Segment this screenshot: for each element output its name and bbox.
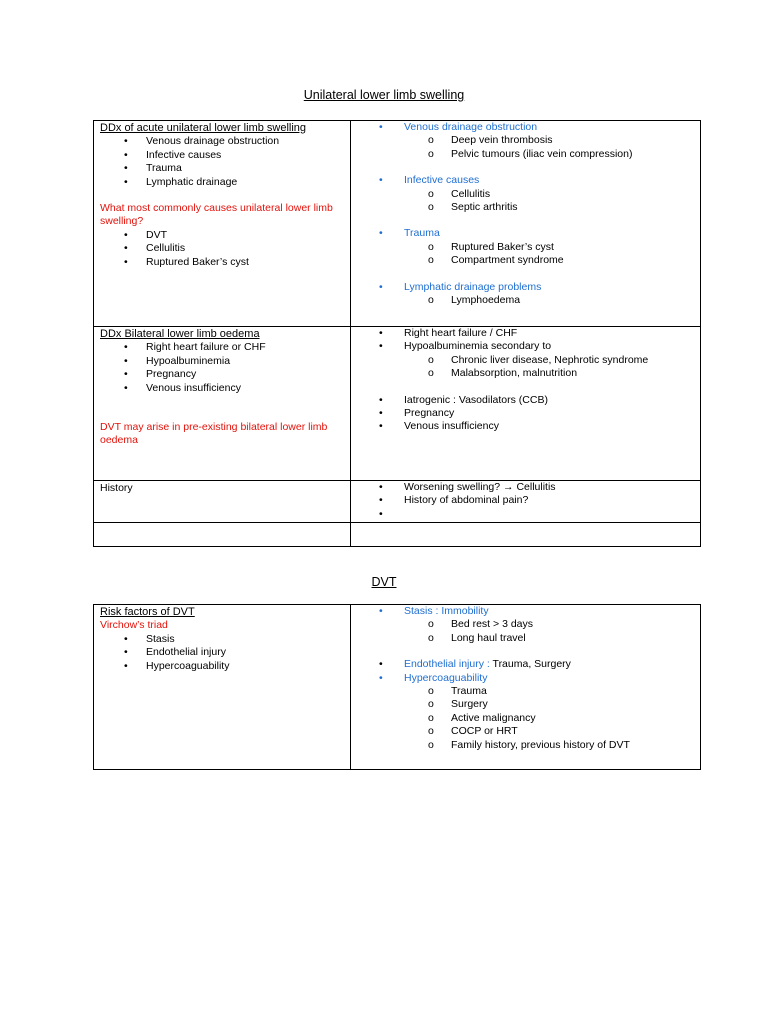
list-item: • Lymphatic drainage	[100, 176, 346, 189]
sub-item: o COCP or HRT	[351, 725, 696, 738]
sub-item: o Bed rest > 3 days	[351, 618, 696, 631]
list-item: • Ruptured Baker’s cyst	[100, 256, 346, 269]
list-item: • Stasis : Immobility	[351, 605, 696, 618]
list-item: • Venous insufficiency	[100, 382, 346, 395]
unilateral-heading: DDx of acute unilateral lower limb swelling	[100, 122, 307, 134]
table-row	[94, 121, 701, 327]
sub-item: o Long haul travel	[351, 632, 696, 645]
list-item: • DVT	[100, 229, 346, 242]
dvt-note: DVT may arise in pre-existing bilateral lower limb oedema	[100, 421, 328, 447]
risk-factors-heading: Risk factors of DVT	[100, 606, 195, 618]
dvt-table	[93, 604, 701, 770]
table-row	[94, 327, 701, 481]
bilateral-ddx-cell	[94, 327, 351, 481]
list-item: • Worsening swelling? → Cellulitis	[351, 481, 696, 494]
list-item: • Stasis	[100, 633, 346, 646]
list-item: • Hypoalbuminemia secondary to	[351, 340, 696, 353]
list-item: • Trauma	[100, 162, 346, 175]
list-item: • Venous drainage obstruction	[100, 135, 346, 148]
history-label: History	[100, 482, 133, 494]
list-item: • Hypercoaguability	[100, 660, 346, 673]
list-item: • Right heart failure or CHF	[100, 341, 346, 354]
list-item: • Infective causes	[351, 174, 696, 187]
sub-item: o Lymphoedema	[351, 294, 696, 307]
bilateral-heading: DDx Bilateral lower limb oedema	[100, 328, 260, 340]
section-title: DVT	[371, 575, 397, 589]
empty-cell	[94, 523, 351, 547]
risk-detail-cell	[351, 605, 701, 770]
unilateral-detail-cell	[351, 121, 701, 327]
list-item: • Venous insufficiency	[351, 420, 696, 433]
list-item: • Cellulitis	[100, 242, 346, 255]
table-row	[94, 481, 701, 523]
risk-factors-cell	[94, 605, 351, 770]
history-detail-cell	[351, 481, 701, 523]
common-cause-question: What most commonly causes unilateral lower limb swelling?	[100, 202, 333, 228]
table-row	[94, 605, 701, 770]
history-label-cell	[94, 481, 351, 523]
sub-item: o Family history, previous history of DVT	[351, 739, 696, 752]
page-title: Unilateral lower limb swelling	[303, 88, 465, 102]
empty-cell	[351, 523, 701, 547]
sub-item: o Malabsorption, malnutrition	[351, 367, 696, 380]
sub-item: o Deep vein thrombosis	[351, 134, 696, 147]
sub-item: o Cellulitis	[351, 188, 696, 201]
list-item: • History of abdominal pain?	[351, 494, 696, 507]
list-item: • Pregnancy	[100, 368, 346, 381]
ddx-table	[93, 120, 701, 547]
endothelial-label: Endothelial injury :	[404, 658, 490, 671]
sub-item: o Chronic liver disease, Nephrotic syndrome	[351, 354, 696, 367]
unilateral-ddx-cell	[94, 121, 351, 327]
bilateral-detail-cell	[351, 327, 701, 481]
list-item: • Venous drainage obstruction	[351, 121, 696, 134]
list-item: • Pregnancy	[351, 407, 696, 420]
list-item: • Lymphatic drainage problems	[351, 281, 696, 294]
sub-item: o Surgery	[351, 698, 696, 711]
sub-item: o Compartment syndrome	[351, 254, 696, 267]
endothelial-causes: Trauma, Surgery	[489, 658, 571, 671]
sub-item: o Pelvic tumours (iliac vein compression)	[351, 148, 696, 161]
list-item: • Hypoalbuminemia	[100, 355, 346, 368]
sub-item: o Active malignancy	[351, 712, 696, 725]
sub-item: o Trauma	[351, 685, 696, 698]
sub-item: o Septic arthritis	[351, 201, 696, 214]
virchow-label: Virchow’s triad	[100, 619, 168, 632]
list-item: • Endothelial injury	[100, 646, 346, 659]
table-row	[94, 523, 701, 547]
list-item: • Iatrogenic : Vasodilators (CCB)	[351, 394, 696, 407]
list-item	[351, 658, 696, 671]
list-item: • Infective causes	[100, 149, 346, 162]
list-item: • Right heart failure / CHF	[351, 327, 696, 340]
sub-item: o Ruptured Baker’s cyst	[351, 241, 696, 254]
list-item: • Hypercoaguability	[351, 672, 696, 685]
list-item: • Trauma	[351, 227, 696, 240]
list-item	[351, 508, 696, 521]
